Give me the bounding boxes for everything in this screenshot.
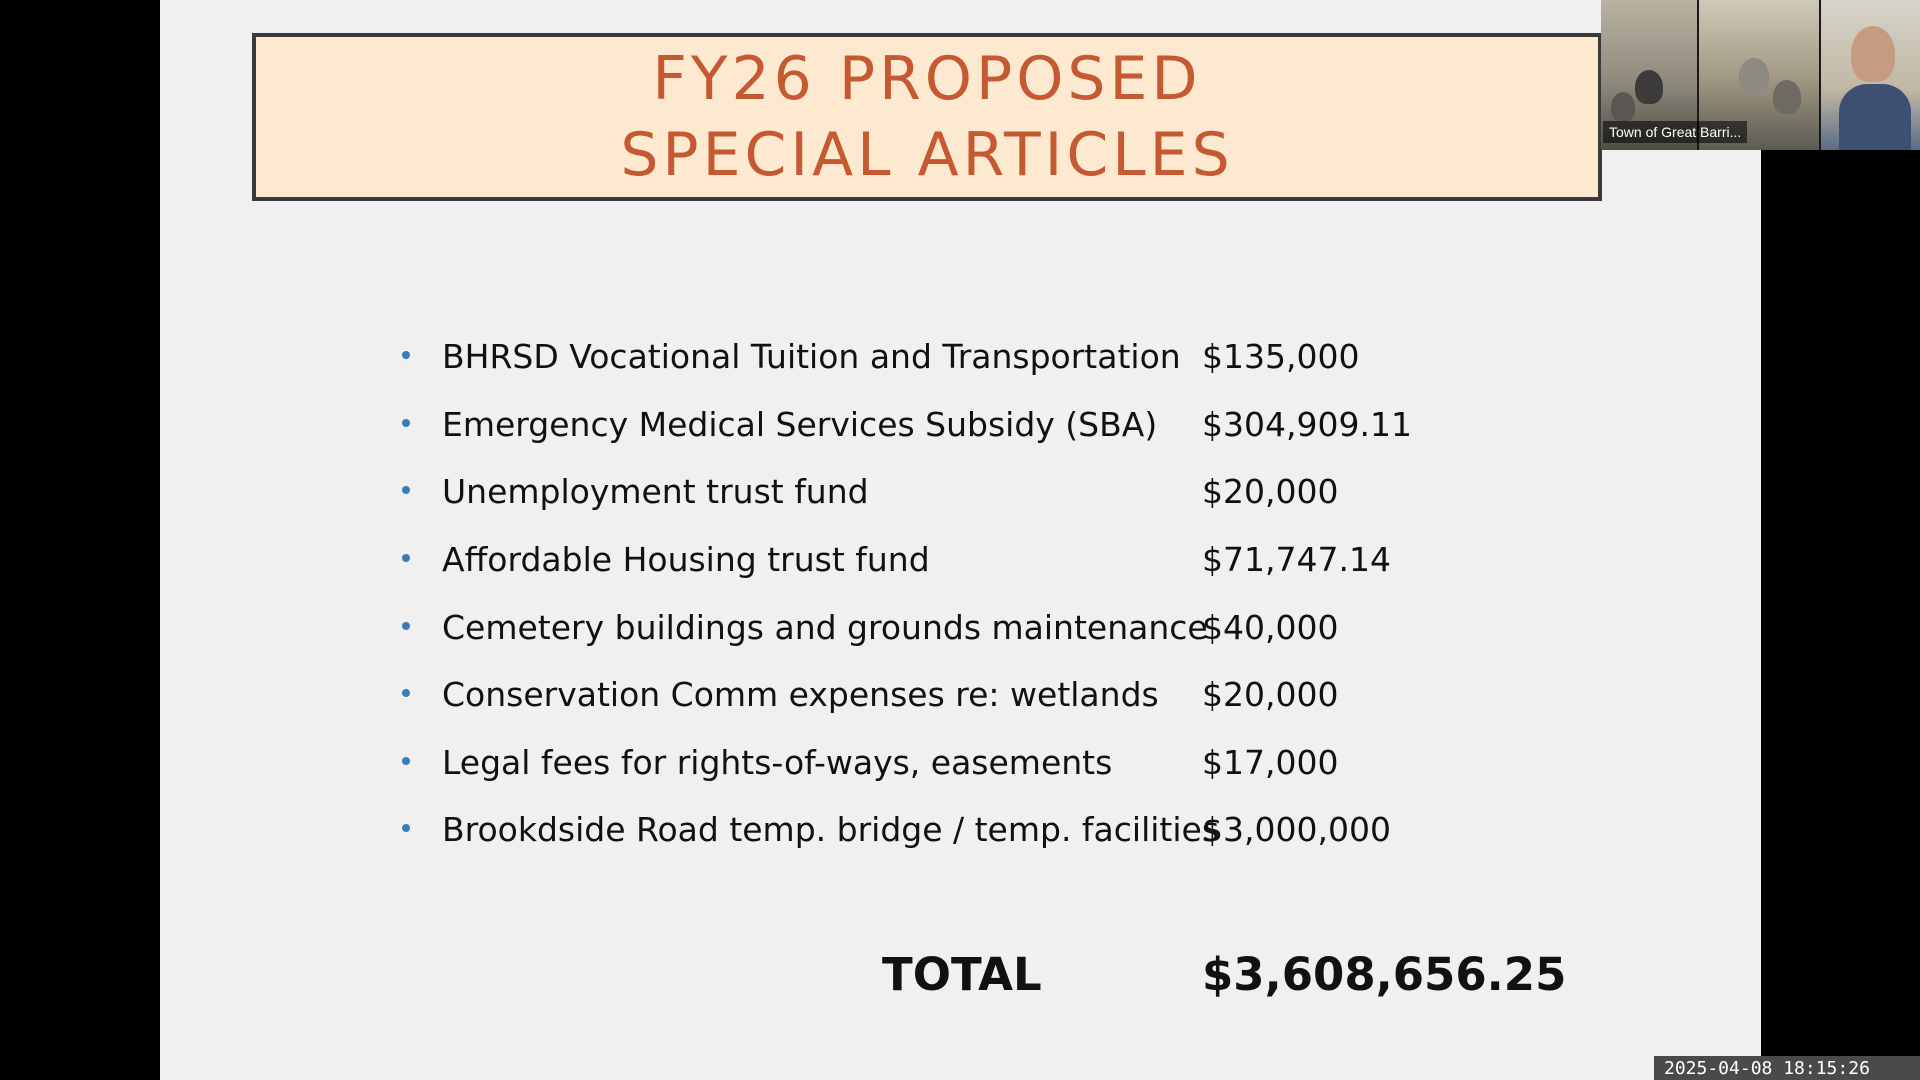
- article-amount: $20,000: [1202, 472, 1339, 511]
- article-label: BHRSD Vocational Tuition and Transportation: [442, 337, 1181, 376]
- article-amount: $20,000: [1202, 675, 1339, 714]
- total-value: $3,608,656.25: [1202, 948, 1567, 1001]
- participant-figure: [1773, 80, 1801, 114]
- article-amount: $40,000: [1202, 608, 1339, 647]
- participant-face: [1851, 26, 1895, 82]
- slide-title-box: [252, 33, 1602, 201]
- article-amount: $304,909.11: [1202, 405, 1412, 444]
- article-label: Cemetery buildings and grounds maintenance: [442, 608, 1208, 647]
- participant-figure: [1611, 92, 1635, 122]
- article-label: Brookdside Road temp. bridge / temp. facilities: [442, 810, 1220, 849]
- list-item: [160, 470, 1761, 526]
- recording-timestamp: 2025-04-08 18:15:26: [1654, 1056, 1920, 1080]
- article-amount: $71,747.14: [1202, 540, 1391, 579]
- bullet-icon: [402, 554, 410, 562]
- article-amount: $135,000: [1202, 337, 1360, 376]
- article-label: Affordable Housing trust fund: [442, 540, 930, 579]
- participant-figure: [1739, 58, 1769, 94]
- list-item: [160, 741, 1761, 797]
- bullet-icon: [402, 486, 410, 494]
- video-tile-speaker[interactable]: [1821, 0, 1920, 150]
- article-label: Emergency Medical Services Subsidy (SBA): [442, 405, 1158, 444]
- video-participant-strip[interactable]: [1601, 0, 1920, 150]
- slide-title-line-2: SPECIAL ARTICLES: [620, 120, 1234, 190]
- article-amount: $17,000: [1202, 743, 1339, 782]
- list-item: [160, 808, 1761, 864]
- participant-shirt: [1839, 84, 1911, 150]
- bullet-icon: [402, 824, 410, 832]
- bullet-icon: [402, 689, 410, 697]
- article-label: Unemployment trust fund: [442, 472, 869, 511]
- slide-title-line-1: FY26 PROPOSED: [652, 44, 1202, 114]
- bullet-icon: [402, 757, 410, 765]
- presentation-slide: [160, 0, 1761, 1080]
- list-item: [160, 403, 1761, 459]
- list-item: [160, 606, 1761, 662]
- list-item: [160, 335, 1761, 391]
- article-amount: $3,000,000: [1202, 810, 1391, 849]
- participant-figure: [1635, 70, 1663, 104]
- bullet-icon: [402, 419, 410, 427]
- bullet-icon: [402, 622, 410, 630]
- total-label: TOTAL: [882, 948, 1042, 1001]
- article-label: Legal fees for rights-of-ways, easements: [442, 743, 1113, 782]
- list-item: [160, 673, 1761, 729]
- list-item: [160, 538, 1761, 594]
- bullet-icon: [402, 351, 410, 359]
- article-label: Conservation Comm expenses re: wetlands: [442, 675, 1159, 714]
- participant-name-label: Town of Great Barri...: [1603, 121, 1747, 143]
